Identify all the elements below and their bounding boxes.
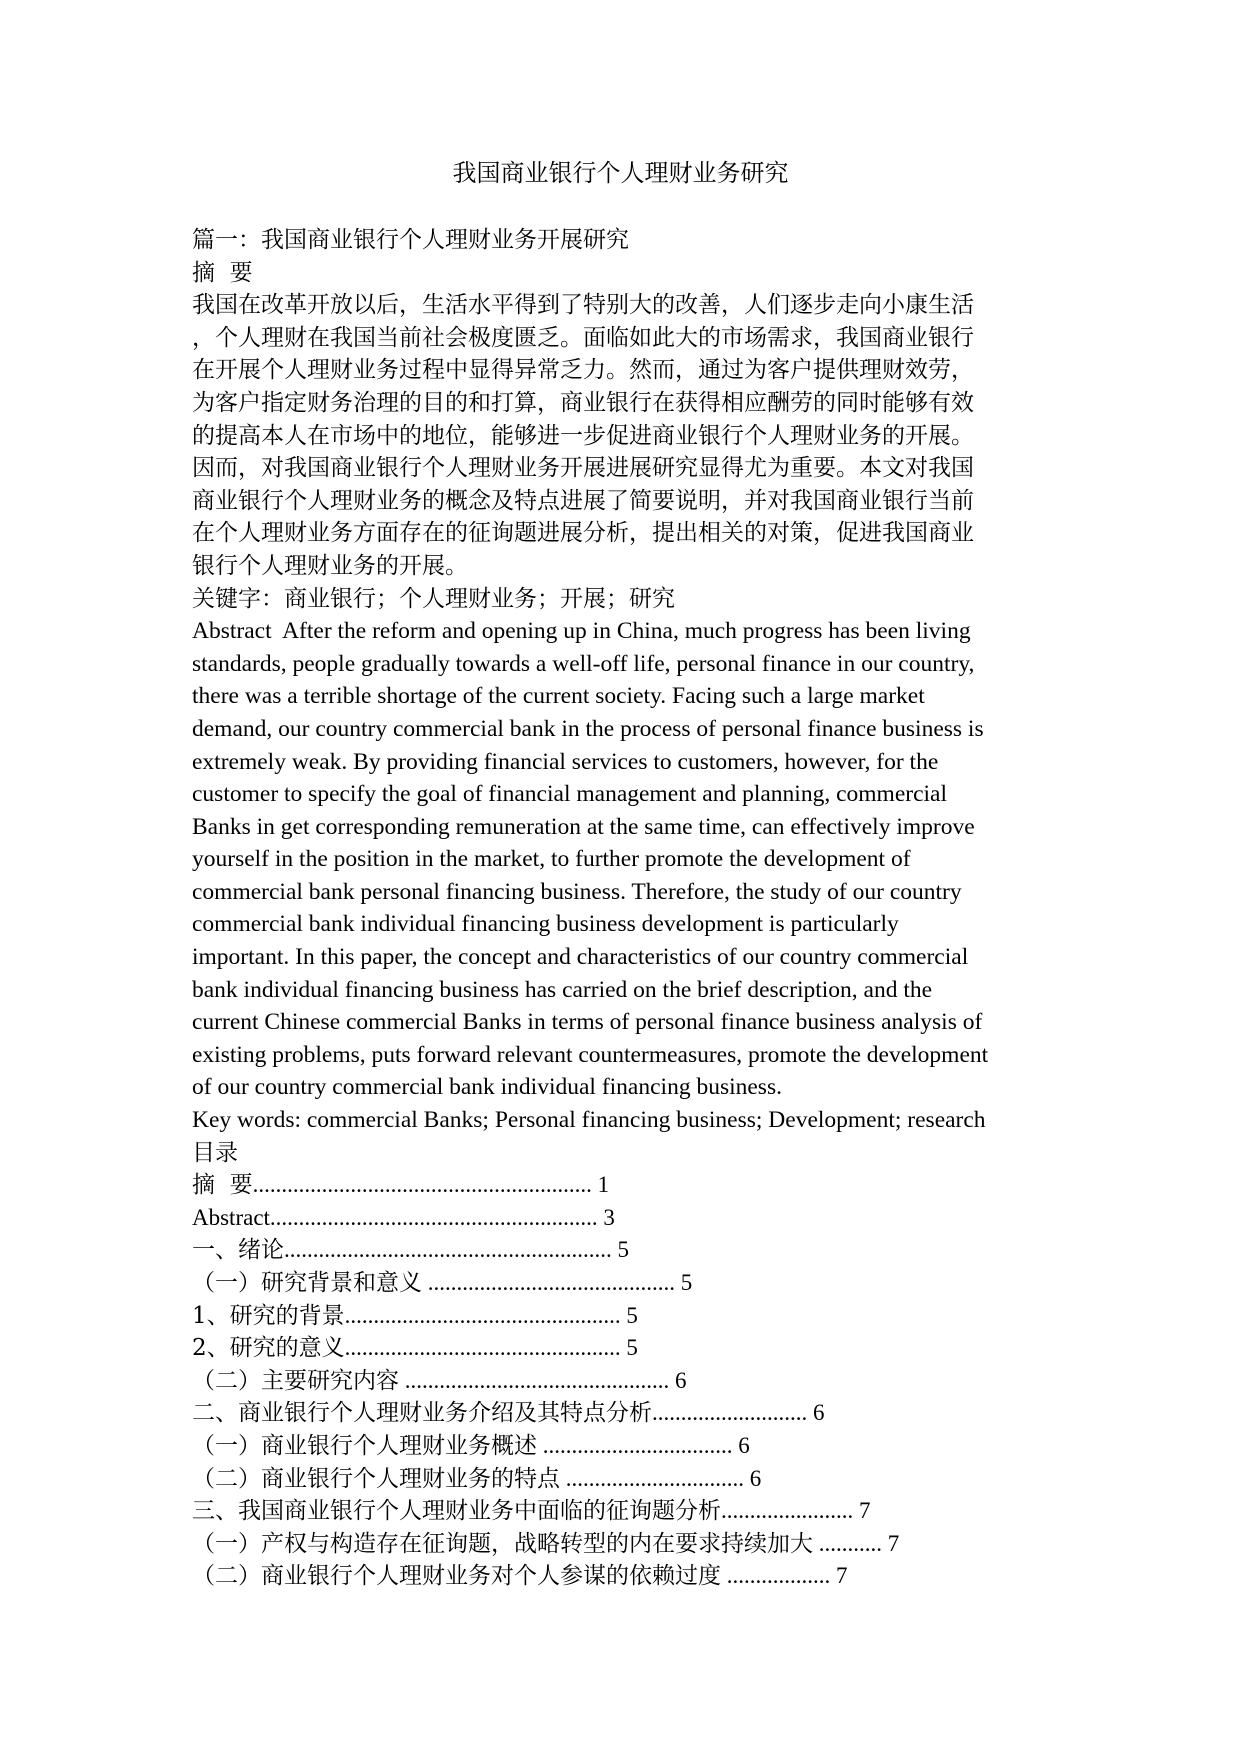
toc-entry-label: 一、绪论 bbox=[192, 1237, 284, 1264]
toc-entry-page: 6 bbox=[738, 1432, 750, 1458]
en-abstract-line: bank individual financing business has carried on the brief description, and the bbox=[192, 976, 933, 1003]
toc-entry-label: （二）商业银行个人理财业务的特点 bbox=[192, 1465, 560, 1492]
toc-entry-page: 7 bbox=[859, 1498, 871, 1524]
cn-abstract-line: ，个人理财在我国当前社会极度匮乏。面临如此大的市场需求，我国商业银行 bbox=[192, 324, 974, 351]
toc-entry-leader: ................................. bbox=[537, 1432, 739, 1458]
en-abstract-line: commercial bank personal financing business. Therefore, the study of our country bbox=[192, 878, 962, 905]
en-abstract-line: extremely weak. By providing financial services to customers, however, for the bbox=[192, 748, 939, 775]
toc-entry-leader: ........................................................... bbox=[252, 1172, 598, 1198]
toc-entry-leader: ........................... bbox=[652, 1400, 813, 1426]
en-abstract-line: commercial bank individual financing business development is particularly bbox=[192, 911, 899, 938]
toc-heading: 目录 bbox=[192, 1139, 238, 1166]
en-keywords: Key words: commercial Banks; Personal financing business; Development; research bbox=[192, 1107, 986, 1134]
en-abstract-line: Banks in get corresponding remuneration at the same time, can effectively improve bbox=[192, 813, 975, 840]
section-heading: 篇一：我国商业银行个人理财业务开展研究 bbox=[192, 227, 629, 253]
cn-abstract-line: 的提高本人在市场中的地位，能够进一步促进商业银行个人理财业务的开展。 bbox=[192, 422, 974, 449]
document-title: 我国商业银行个人理财业务研究 bbox=[452, 159, 789, 187]
en-abstract-line: existing problems, puts forward relevant countermeasures, promote the development bbox=[192, 1041, 989, 1068]
en-abstract-line: there was a terrible shortage of the current society. Facing such a large market bbox=[192, 683, 925, 710]
toc-entry[interactable] bbox=[192, 1365, 1052, 1398]
toc-entry-page: 1 bbox=[597, 1172, 610, 1198]
en-abstract-line: important. In this paper, the concept and characteristics of our country commercial bbox=[192, 944, 969, 971]
en-abstract-line: yourself in the position in the market, to further promote the development of bbox=[192, 846, 911, 873]
toc-entry-page: 5 bbox=[626, 1302, 638, 1328]
en-abstract bbox=[192, 615, 1052, 1104]
toc-entry[interactable] bbox=[192, 1234, 1052, 1267]
en-abstract-line: standards, people gradually towards a well-off life, personal finance in our country, bbox=[192, 650, 975, 677]
cn-abstract-line: 银行个人理财业务的开展。 bbox=[192, 552, 468, 579]
toc-entry-label: （二）主要研究内容 bbox=[192, 1367, 399, 1394]
toc-entry-page: 5 bbox=[626, 1335, 638, 1361]
toc-entry-leader: .................. bbox=[721, 1563, 836, 1589]
en-abstract-line: demand, our country commercial bank in the process of personal finance business is bbox=[192, 715, 984, 742]
en-abstract-line: current Chinese commercial Banks in terms of personal finance business analysis of bbox=[192, 1009, 983, 1036]
toc-entry[interactable] bbox=[192, 1528, 1052, 1561]
toc-entry[interactable] bbox=[192, 1463, 1052, 1496]
toc-entry-label: （一）产权与构造存在征询题，战略转型的内在要求持续加大 bbox=[192, 1530, 813, 1557]
toc-entry-page: 6 bbox=[749, 1465, 762, 1491]
toc-entry[interactable] bbox=[192, 1560, 1052, 1593]
toc-entry-leader: ....................... bbox=[721, 1498, 859, 1524]
toc-entry-page: 7 bbox=[836, 1563, 848, 1589]
toc-entry-leader: ......................................................... bbox=[284, 1237, 618, 1263]
toc-entry-label: 2、研究的意义 bbox=[192, 1335, 345, 1362]
cn-abstract bbox=[192, 289, 1052, 582]
toc-entry-leader: ......................................................... bbox=[269, 1204, 604, 1230]
toc-entry-label: 三、我国商业银行个人理财业务中面临的征询题分析 bbox=[192, 1498, 721, 1525]
en-abstract-line: of our country commercial bank individual financing business. bbox=[192, 1074, 782, 1101]
toc-entry-label: （一）商业银行个人理财业务概述 bbox=[192, 1432, 537, 1459]
toc-entry-label: （一）研究背景和意义 bbox=[192, 1270, 422, 1296]
toc-entry-leader: .............................................. bbox=[399, 1367, 675, 1393]
toc-entry[interactable] bbox=[192, 1202, 1052, 1235]
cn-keywords: 关键字：商业银行；个人理财业务；开展；研究 bbox=[192, 585, 675, 612]
abstract-heading: 摘 要 bbox=[192, 259, 253, 286]
toc-entry-page: 5 bbox=[617, 1237, 629, 1263]
toc-entry-leader: ........................................... bbox=[422, 1270, 681, 1295]
cn-abstract-line: 商业银行个人理财业务的概念及特点进展了简要说明，并对我国商业银行当前 bbox=[192, 487, 974, 514]
toc-entry-page: 7 bbox=[887, 1530, 900, 1556]
toc-entry-label: Abstract bbox=[192, 1204, 270, 1230]
document-body bbox=[192, 224, 1052, 1593]
toc-entry[interactable] bbox=[192, 1169, 1052, 1202]
cn-abstract-line: 因而，对我国商业银行个人理财业务开展进展研究显得尤为重要。本文对我国 bbox=[192, 455, 974, 482]
cn-abstract-line: 我国在改革开放以后，生活水平得到了特别大的改善，人们逐步走向小康生活 bbox=[192, 292, 974, 319]
toc-entry[interactable] bbox=[192, 1332, 1052, 1365]
toc-entry-page: 6 bbox=[675, 1367, 687, 1393]
toc-entry-leader: ............................... bbox=[560, 1465, 750, 1491]
cn-abstract-line: 为客户指定财务治理的目的和打算，商业银行在获得相应酬劳的同时能够有效 bbox=[192, 389, 974, 416]
toc-entry-label: 1、研究的背景 bbox=[192, 1302, 345, 1329]
toc-entry-leader: ................................................ bbox=[344, 1335, 627, 1361]
toc-entry[interactable] bbox=[192, 1397, 1052, 1430]
toc-entry[interactable] bbox=[192, 1495, 1052, 1528]
en-abstract-line: Abstract After the reform and opening up in China, much progress has been living bbox=[192, 618, 971, 645]
toc-entry-leader: ........... bbox=[813, 1530, 888, 1556]
toc-entry-page: 6 bbox=[813, 1400, 825, 1426]
cn-abstract-line: 在开展个人理财业务过程中显得异常乏力。然而，通过为客户提供理财效劳， bbox=[192, 357, 974, 384]
table-of-contents bbox=[192, 1169, 1052, 1593]
toc-entry-page: 5 bbox=[680, 1270, 693, 1295]
toc-entry[interactable] bbox=[192, 1267, 1052, 1300]
toc-entry[interactable] bbox=[192, 1300, 1052, 1333]
toc-entry-label: （二）商业银行个人理财业务对个人参谋的依赖过度 bbox=[192, 1563, 721, 1590]
en-abstract-line: customer to specify the goal of financial management and planning, commercial bbox=[192, 781, 947, 808]
cn-abstract-line: 在个人理财业务方面存在的征询题进展分析，提出相关的对策，促进我国商业 bbox=[192, 520, 974, 547]
toc-entry-label: 摘 要 bbox=[192, 1172, 253, 1199]
toc-entry-page: 3 bbox=[603, 1204, 615, 1230]
toc-entry[interactable] bbox=[192, 1430, 1052, 1463]
toc-entry-leader: ................................................ bbox=[344, 1302, 627, 1328]
toc-entry-label: 二、商业银行个人理财业务介绍及其特点分析 bbox=[192, 1400, 652, 1427]
